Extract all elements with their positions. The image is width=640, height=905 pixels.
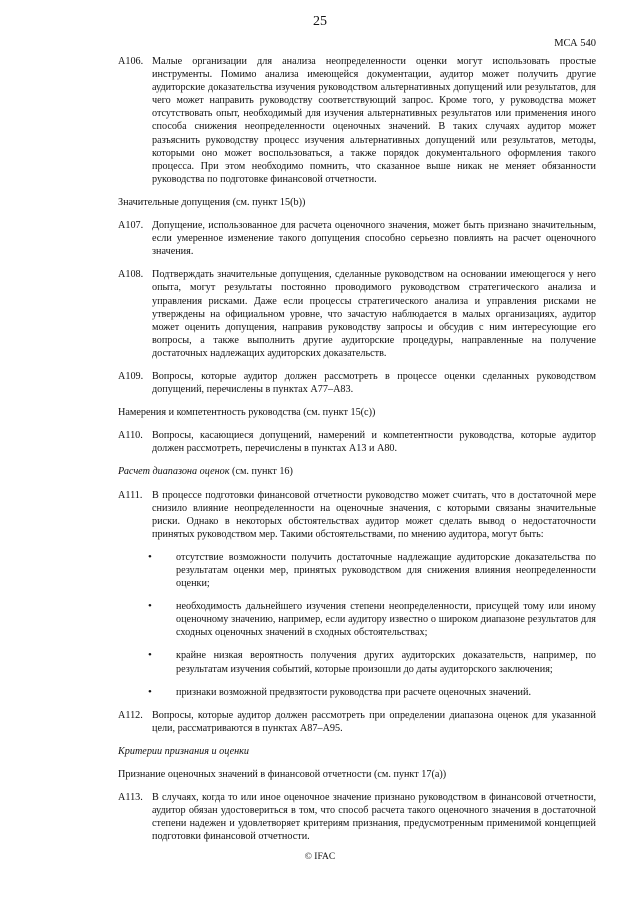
- list-item: [118, 649, 596, 675]
- paragraph-text: Допущение, использованное для расчета оценочного значения, может быть признано значительным, если умеренное изменение такого допущения способно серьезно повлиять на расчет оценочного значения.: [152, 220, 596, 258]
- paragraph-a111: [118, 489, 596, 541]
- paragraph-number: A109.: [118, 370, 144, 382]
- paragraph-number: A107.: [118, 220, 144, 232]
- paragraph-a110: [118, 429, 596, 455]
- paragraph-text: Вопросы, которые аудитор должен рассмотреть при определении диапазона оценок для указанной цели, рассматриваются в пунктах A87–A95.: [152, 709, 596, 734]
- paragraph-number: A110.: [118, 430, 143, 442]
- paragraph-text: В процессе подготовки финансовой отчетности руководство может считать, что в достаточной мере снизило влияние неопределенности на оценочные значения, с которыми связаны значительные риски. Однако в некоторых обстоятельствах аудитор может сделать вывод о недостаточности принятых руководством мер. Такими обстоятельствами, по мнению аудитора, могут быть:: [152, 489, 596, 540]
- list-item: [118, 600, 596, 639]
- section-heading-recognition: Признание оценочных значений в финансовой отчетности (см. пункт 17(a)): [118, 769, 447, 781]
- paragraph-a106: [118, 55, 596, 186]
- heading-italic-part: Расчет диапазона оценок: [118, 466, 230, 478]
- list-item-text: отсутствие возможности получить достаточные надлежащие аудиторские доказательства по результатам оценки мер, принятых руководством для снижения влияния неопределенности оценки;: [176, 551, 596, 590]
- paragraph-a112: [118, 709, 596, 735]
- bullet-icon: •: [148, 550, 152, 563]
- list-item: [118, 551, 596, 590]
- section-heading-significant-assumptions: Значительные допущения (см. пункт 15(b)): [118, 196, 306, 208]
- bullet-list: [118, 551, 596, 699]
- paragraph-a108: [118, 268, 596, 360]
- section-heading-management-intent: Намерения и компетентность руководства (см. пункт 15(c)): [118, 407, 376, 419]
- paragraph-number: A113.: [118, 792, 143, 804]
- document-code: МСА 540: [554, 38, 596, 49]
- paragraph-a113: [118, 791, 596, 843]
- section-heading-recognition-criteria: Критерии признания и оценки: [118, 745, 250, 757]
- paragraph-number: A112.: [118, 709, 143, 721]
- paragraph-text: В случаях, когда то или иное оценочное значение признано руководством в финансовой отчетности, аудитор обязан удостовериться в том, что способ расчета такого оценочного значения в достаточной степени надежен и удовлетворяет критериям признания, предусмотренным применимой концепцией подготовки финансовой отчетности.: [152, 792, 596, 843]
- paragraph-number: A111.: [118, 489, 143, 501]
- paragraph-a107: [118, 219, 596, 258]
- paragraph-number: A106.: [118, 56, 144, 67]
- list-item-text: признаки возможной предвзятости руководства при расчете оценочных значений.: [176, 686, 532, 698]
- section-heading-range-of-estimates: [118, 465, 596, 478]
- paragraph-number: A108.: [118, 269, 144, 281]
- paragraph-text: Малые организации для анализа неопределенности оценки могут использовать простые инструменты. Помимо анализа имеющейся документации, аудитор может получить другие аудиторские доказательства изучения руководством альтернативных допущений или результатов, для чего может направить руководству соответствующий запрос. Кроме того, у руководства может отсутствовать опыт, необходимый для изучения альтернативных результатов или применения иного способа снижения неопределенности оценочных значений. В таких случаях аудитор может разъяснить руководству процесс изучения альтернативных допущений или результатов, методы, которыми оно может воспользоваться, а также порядок документального оформления такого процесса. При этом необходимо помнить, что сказанное выше никак не меняет обязанности руководства по подготовке финансовой отчетности.: [152, 56, 596, 185]
- bullet-icon: •: [148, 685, 152, 698]
- paragraph-a109: [118, 370, 596, 396]
- heading-reference: (см. пункт 16): [229, 466, 293, 478]
- footer-copyright: © IFAC: [304, 852, 336, 862]
- paragraph-text: Вопросы, касающиеся допущений, намерений и компетентности руководства, которые аудитор должен рассмотреть, перечислены в пунктах A13 и A80.: [152, 430, 596, 455]
- document-body: [118, 55, 596, 854]
- bullet-icon: •: [148, 600, 152, 613]
- list-item: [118, 686, 596, 699]
- paragraph-text: Подтверждать значительные допущения, сделанные руководством на основании имеющегося у него опыта, могут результаты постоянно проводимого руководством стратегического анализа и управления рисками. Даже если процессы стратегического анализа и управления рисками не утверждены на официальном уровне, что зачастую наблюдается в малых организациях, аудитор может оценить допущения, направив руководству запросы и обсудив с ним интересующие его вопросы, а также выполнить другие аудиторские процедуры, направленные на получение достаточных надлежащих аудиторских доказательств.: [152, 269, 596, 359]
- list-item-text: крайне низкая вероятность получения других аудиторских доказательств, например, по результатам изучения событий, которые произошли до даты аудиторского заключения;: [176, 650, 596, 675]
- paragraph-text: Вопросы, которые аудитор должен рассмотреть в процессе оценки сделанных руководством допущений, перечислены в пунктах A77–A83.: [152, 370, 596, 396]
- page-number: 25: [313, 14, 327, 29]
- bullet-icon: •: [148, 649, 152, 662]
- list-item-text: необходимость дальнейшего изучения степени неопределенности, присущей тому или иному оценочному значению, например, если аудитору известно о широком диапазоне результатов для сходных оценочных значений в сходных обстоятельствах;: [176, 601, 596, 639]
